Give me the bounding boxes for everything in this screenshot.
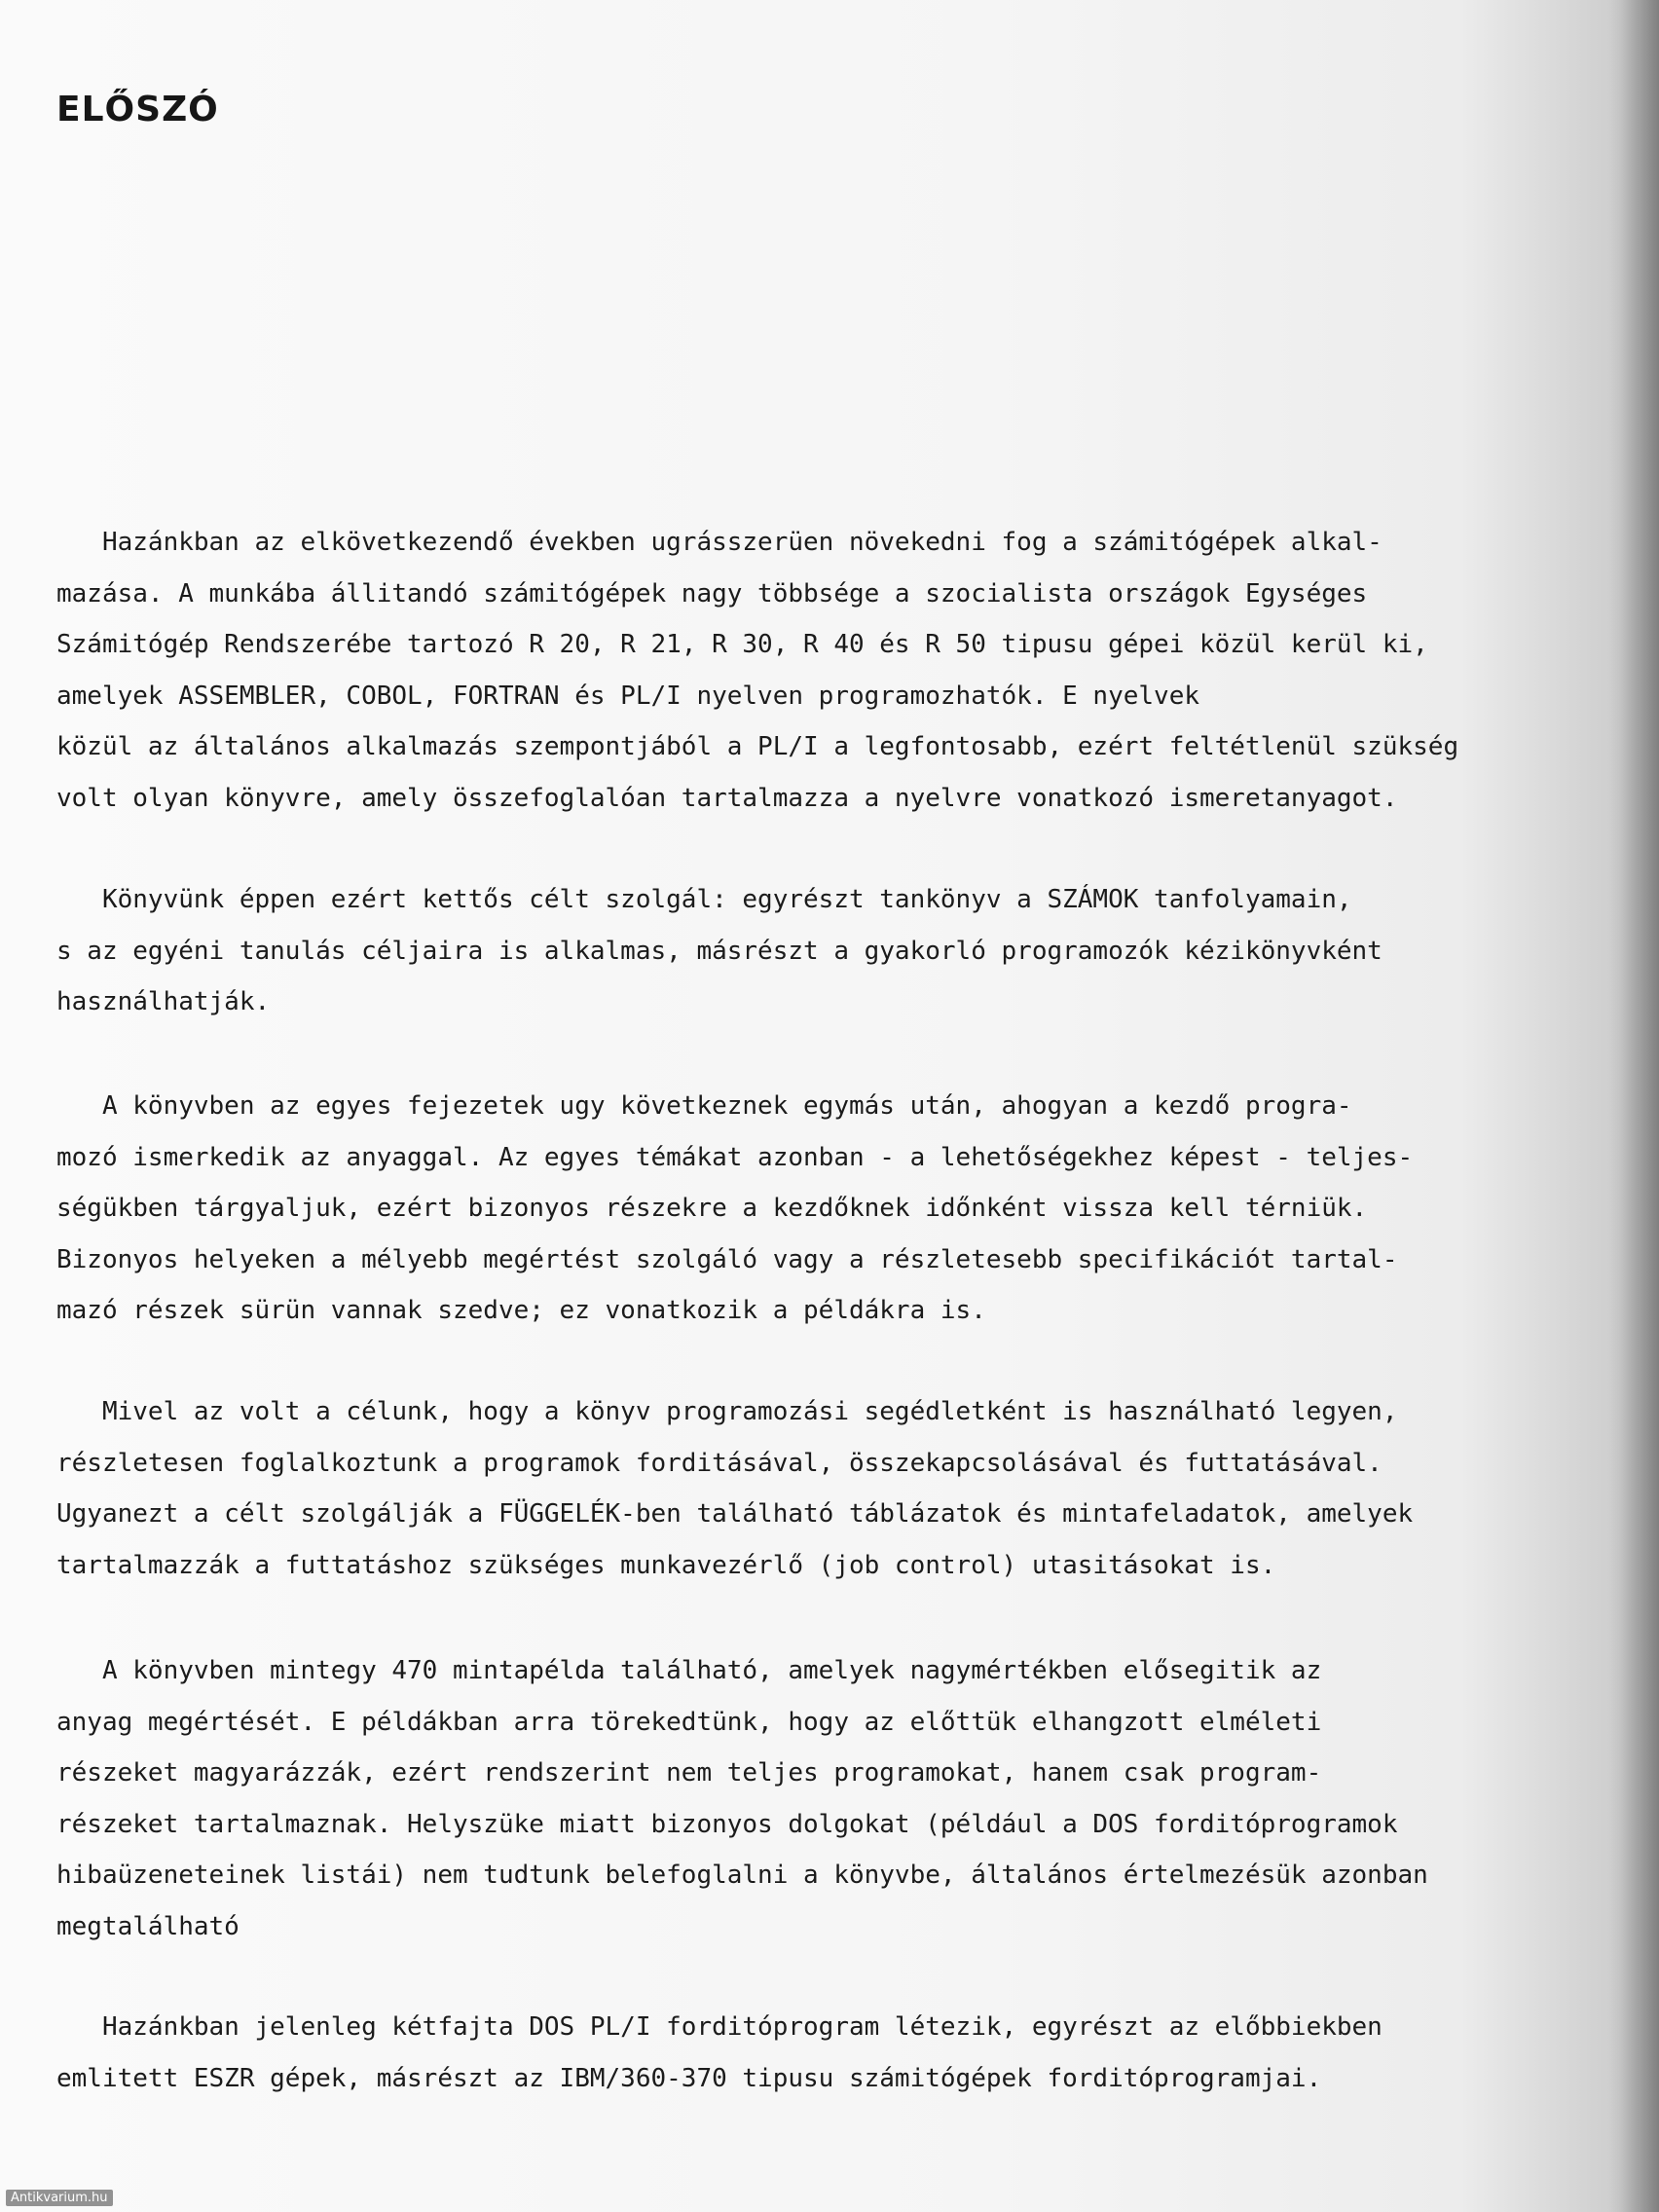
watermark: Antikvarium.hu (6, 2190, 113, 2206)
text-line: részletesen foglalkoztunk a programok forditásával, összekapcsolásával és futtatásával. (56, 1448, 1382, 1478)
text-line: emlitett ESZR gépek, másrészt az IBM/360-370 tipusu számitógépek forditóprogramjai. (56, 2063, 1322, 2093)
paragraph-3 (56, 1081, 1413, 1337)
text-line: hibaüzeneteinek listái) nem tudtunk belefoglalni a könyvbe, általános értelmezésük azonban (56, 1861, 1428, 1890)
text-line: volt olyan könyvre, amely összefoglalóan tartalmazza a nyelvre vonatkozó ismeretanyagot. (56, 783, 1398, 813)
paragraph-5 (56, 1645, 1428, 1952)
paragraph-1 (56, 517, 1458, 824)
text-line: Mivel az volt a célunk, hogy a könyv programozási segédletként is használható legyen, (56, 1397, 1398, 1426)
text-line: Számitógép Rendszerébe tartozó R 20, R 21, R 30, R 40 és R 50 tipusu gépei közül kerül ki, (56, 630, 1428, 659)
text-line: ségükben tárgyaljuk, ezért bizonyos részekre a kezdőknek időnként vissza kell térniük. (56, 1194, 1368, 1223)
text-line: részeket magyarázzák, ezért rendszerint nem teljes programokat, hanem csak program- (56, 1758, 1322, 1788)
text-line: Ugyanezt a célt szolgálják a FÜGGELÉK-ben található táblázatok és mintafeladatok, amelyek (56, 1499, 1414, 1529)
text-line: s az egyéni tanulás céljaira is alkalmas, másrészt a gyakorló programozók kézikönyvként (56, 936, 1382, 966)
page-title: ELŐSZÓ (56, 90, 219, 129)
text-line: Bizonyos helyeken a mélyebb megértést szolgáló vagy a részletesebb specifikációt tartal- (56, 1244, 1398, 1274)
text-line: A könyvben mintegy 470 mintapélda található, amelyek nagymértékben elősegitik az (56, 1656, 1322, 1685)
text-line: anyag megértését. E példákban arra törekedtünk, hogy az előttük elhangzott elméleti (56, 1707, 1322, 1737)
text-line: tartalmazzák a futtatáshoz szükséges munkavezérlő (job control) utasitásokat is. (56, 1550, 1276, 1580)
text-line: A könyvben az egyes fejezetek ugy következnek egymás után, ahogyan a kezdő progra- (56, 1091, 1352, 1121)
text-line: közül az általános alkalmazás szempontjából a PL/I a legfontosabb, ezért feltétlenül szükség (56, 732, 1459, 761)
text-line: részeket tartalmaznak. Helyszüke miatt bizonyos dolgokat (például a DOS forditóprogramok (56, 1809, 1398, 1839)
text-line: mozó ismerkedik az anyaggal. Az egyes témákat azonban - a lehetőségekhez képest - teljes- (56, 1142, 1414, 1172)
text-line: használhatják. (56, 987, 271, 1016)
text-line: mazása. A munkába állitandó számitógépek nagy többsége a szocialista országok Egységes (56, 578, 1368, 608)
text-line: Könyvünk éppen ezért kettős célt szolgál: egyrészt tankönyv a SZÁMOK tanfolyamain, (56, 885, 1352, 914)
text-line: mazó részek sürün vannak szedve; ez vonatkozik a példákra is. (56, 1296, 986, 1325)
paragraph-2 (56, 874, 1382, 1028)
paragraph-6 (56, 2002, 1382, 2104)
text-line: megtalálható (56, 1911, 240, 1941)
text-line: amelyek ASSEMBLER, COBOL, FORTRAN és PL/I nyelven programozhatók. E nyelvek (56, 681, 1199, 711)
paragraph-4 (56, 1386, 1413, 1591)
text-line: Hazánkban jelenleg kétfajta DOS PL/I forditóprogram létezik, egyrészt az előbbiekben (56, 2012, 1382, 2042)
text-line: Hazánkban az elkövetkezendő években ugrásszerüen növekedni fog a számitógépek alkal- (56, 528, 1382, 557)
